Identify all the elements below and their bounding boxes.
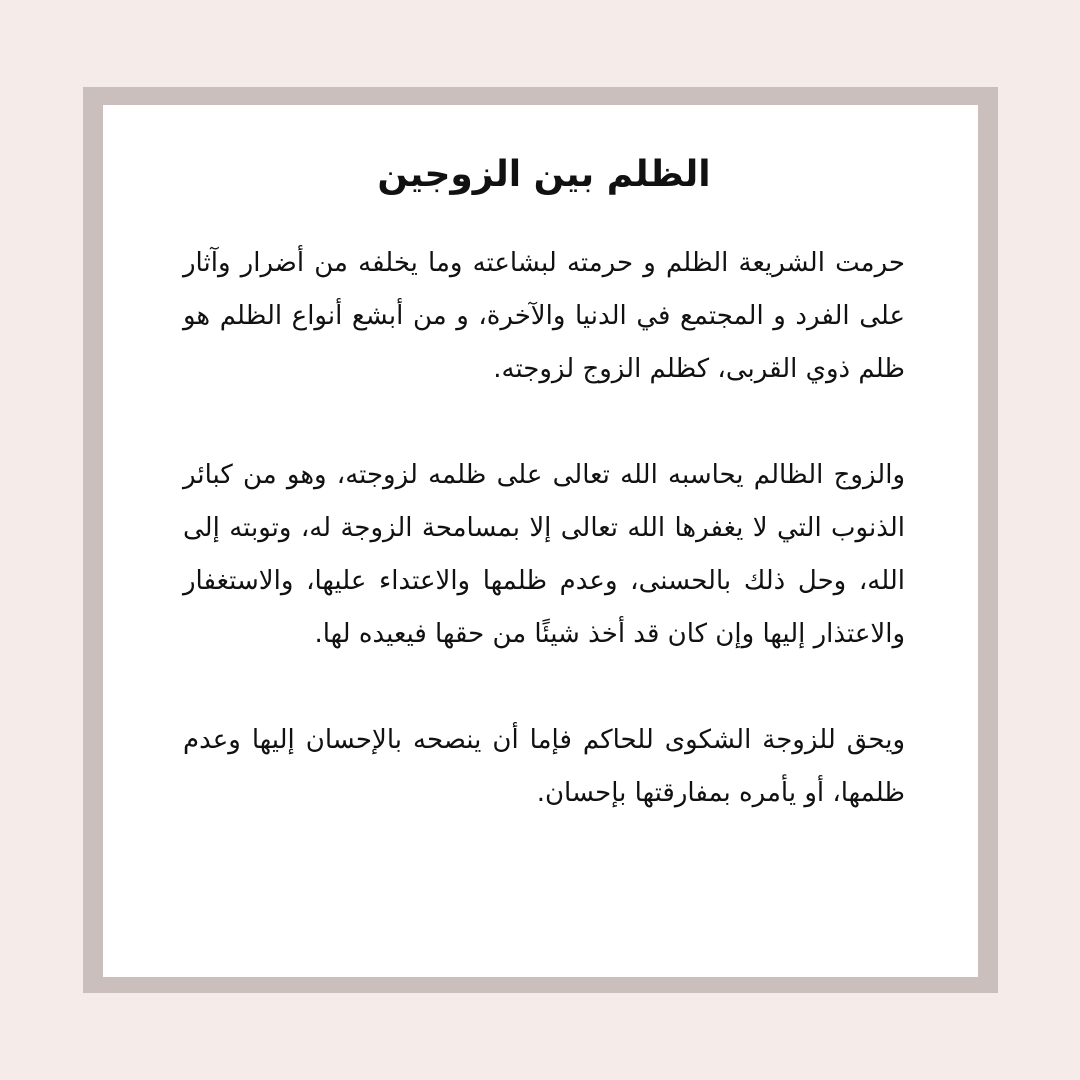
article-title: الظلم بين الزوجين <box>377 154 711 195</box>
article <box>183 145 905 820</box>
paragraph-2: والزوج الظالم يحاسبه الله تعالى على ظلمه لزوجته، وهو من كبائر الذنوب التي لا يغفرها الله تعالى إلا بمسامحة الزوجة له، وتوبته إلى الله، وحل ذلك بالحسنى، وعدم ظلمها والاعتداء عليها، والاستغفار والاعتذار إليها وإن كان قد أخذ شيئًا من حقها فيعيده لها. <box>183 460 905 649</box>
card-frame <box>83 87 998 993</box>
paragraph-1: حرمت الشريعة الظلم و حرمته لبشاعته وما يخلفه من أضرار وآثار على الفرد و المجتمع في الدنيا والآخرة، و من أبشع أنواع الظلم هو ظلم ذوي القربى، كظلم الزوج لزوجته. <box>183 248 905 384</box>
paragraph-3: ويحق للزوجة الشكوى للحاكم فإما أن ينصحه بالإحسان إليها وعدم ظلمها، أو يأمره بمفارقتها بإحسان. <box>183 725 905 808</box>
content-card <box>103 105 978 977</box>
